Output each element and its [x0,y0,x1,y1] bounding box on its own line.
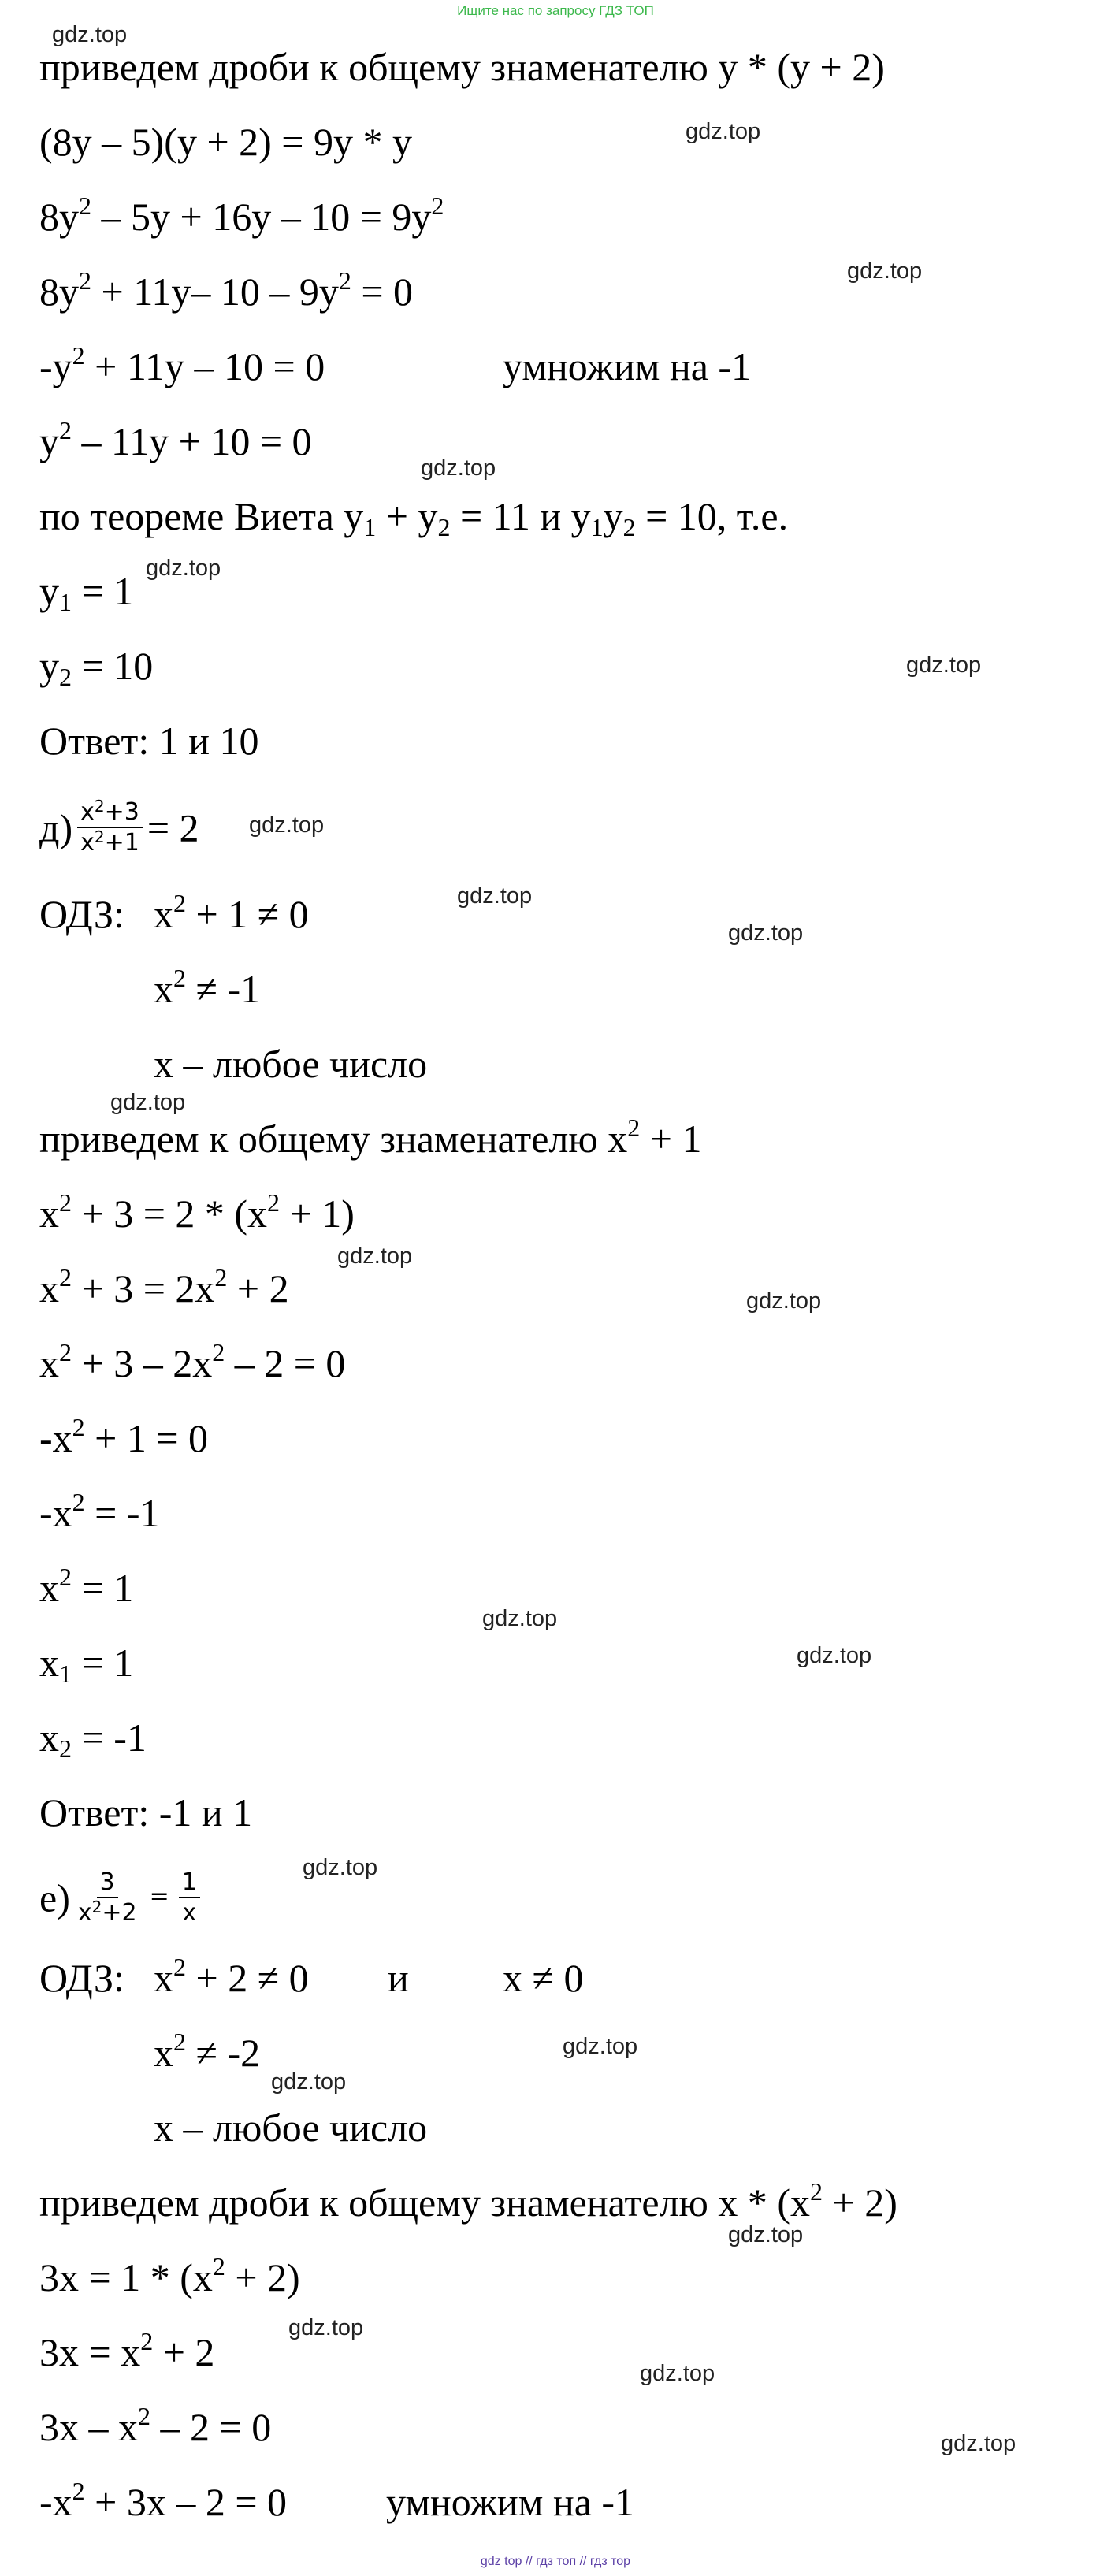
answer-line: Ответ: 1 и 10 [39,719,259,763]
equation-line: $3x = x^2 + 2$ [39,2327,215,2374]
watermark: gdz.top [563,2034,638,2059]
watermark: gdz.top [906,652,982,678]
watermark: gdz.top [146,556,221,581]
equation-line: $8y^2 - 5y + 16y - 10 = 9y^2$ [39,191,444,239]
fraction: $\frac{1}{x}$ [179,1869,200,1926]
fraction: $\frac{x^2+3}{x^2+1}$ [77,799,143,856]
equation-line: $-x^2 + 1 = 0$ [39,1413,209,1460]
watermark: gdz.top [941,2431,1016,2456]
problem-d: д) $\frac{x^2+3}{x^2+1}$ = 2 [39,797,199,857]
watermark: gdz.top [421,455,496,481]
answer-line: Ответ: -1 и 1 [39,1790,253,1834]
watermark: gdz.top [457,883,533,909]
equation-line: $x^2 + 3 = 2x^2 + 2$ [39,1263,289,1310]
text-line: приведем дроби к общему знаменателю $x * (x^2 + 2)$ [39,2177,897,2225]
odz-condition: $x^2 + 2 \ne 0$ [154,1953,309,2000]
watermark: gdz.top [728,2222,804,2247]
watermark: gdz.top [847,258,923,284]
watermark: gdz.top [746,1288,822,1314]
odz-condition: $x^2 + 1 \ne 0$ [154,889,309,936]
equation-line: $x_1 = 1$ [39,1641,134,1688]
watermark: gdz.top [482,1606,558,1631]
odz-condition: x – любое число [154,2106,428,2150]
watermark: gdz.top [110,1090,186,1115]
equation-line: (8y – 5)(y + 2) = 9y * y [39,120,412,164]
equation-line: $-x^2 = -1$ [39,1488,160,1535]
watermark: gdz.top [337,1243,413,1269]
odz-condition: x ≠ 0 [503,1956,584,2000]
footer-links[interactable]: gdz top // гдз топ // гдз тор [480,2555,631,2568]
equation-line: $x^2 = 1$ [39,1563,134,1610]
equation-line: $x^2 + 3 - 2x^2 - 2 = 0$ [39,1338,346,1385]
odz-label: ОДЗ: [39,892,124,936]
fraction: $\frac{3}{x^2+2}$ [77,1868,137,1927]
watermark: gdz.top [640,2361,715,2386]
watermark: gdz.top [271,2069,347,2095]
watermark: gdz.top [52,22,128,47]
text-line: по теореме Виета $y_1 + y_2 = 11$ и $y_1y_2 = 10$, т.е. [39,494,789,541]
equation-line: $y_2 = 10$ [39,644,154,691]
watermark: gdz.top [728,920,804,946]
problem-e: е) $\frac{3}{x^2+2}$ = $\frac{1}{x}$ [39,1874,205,1931]
note-text: умножим на -1 [503,344,752,388]
equation-line: $-x^2 + 3x - 2 = 0$ [39,2477,288,2524]
text-line: приведем к общему знаменателю $x^2 + 1$ [39,1113,702,1161]
equation-line: $y_1 = 1$ [39,569,134,616]
equation-line: $x_2 = -1$ [39,1715,147,1763]
equation-line: $3x - x^2 - 2 = 0$ [39,2402,272,2449]
note-text: умножим на -1 [386,2480,635,2524]
equation-line: $-y^2 + 11y - 10 = 0$ [39,341,325,388]
text-line: приведем дроби к общему знаменателю y * (y + 2) [39,45,885,89]
odz-label: ОДЗ: [39,1956,124,2000]
equation-line: $y^2 - 11y + 10 = 0$ [39,416,312,463]
watermark: gdz.top [686,119,761,144]
odz-condition: x – любое число [154,1042,428,1086]
odz-condition: $x^2 \ne -1$ [154,964,261,1011]
equation-line: $3x = 1 * (x^2 + 2)$ [39,2252,300,2299]
watermark: gdz.top [303,1855,378,1880]
watermark: gdz.top [288,2315,364,2340]
top-banner[interactable]: Ищите нас по запросу ГДЗ ТОП [457,3,654,18]
watermark: gdz.top [249,812,325,838]
equals-sign: = [149,1882,169,1910]
odz-connector: и [388,1956,409,2000]
equation-line: $x^2 + 3 = 2 * (x^2 + 1)$ [39,1188,355,1236]
equation-line: $8y^2 + 11y-$ $10 - 9y^2 = 0$ [39,266,414,314]
watermark: gdz.top [797,1643,872,1668]
odz-condition: $x^2 \ne -2$ [154,2028,261,2075]
